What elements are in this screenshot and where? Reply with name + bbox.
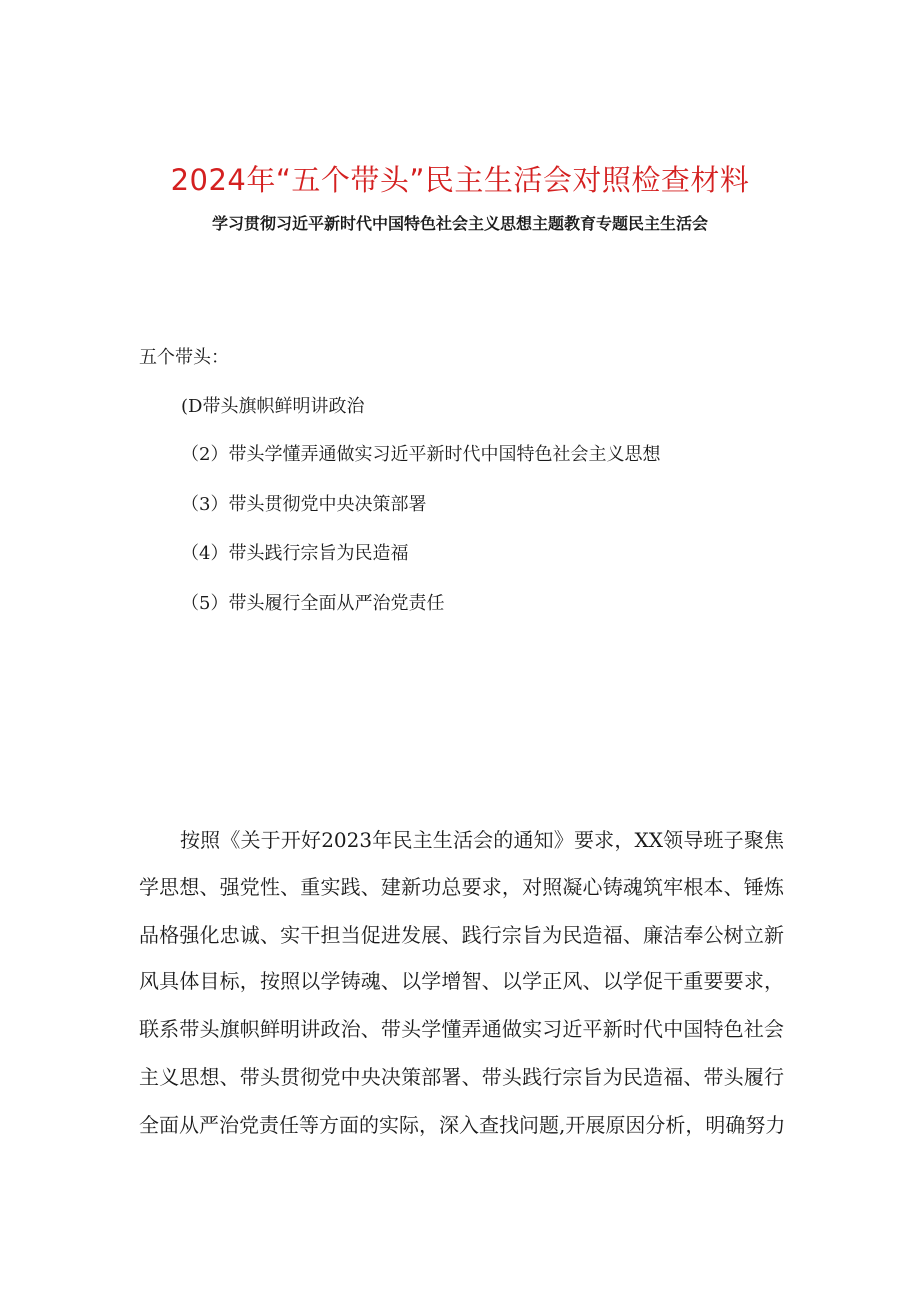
body-text-line: 主义思想、带头贯彻党中央决策部署、带头践行宗旨为民造福、带头履行 (139, 1065, 784, 1089)
document-title: 2024年“五个带头”民主生活会对照检查材料 (170, 163, 750, 197)
body-text-line: 联系带头旗帜鲜明讲政治、带头学懂弄通做实习近平新时代中国特色社会 (139, 1017, 784, 1041)
list-item: （3）带头贯彻党中央决策部署 (181, 494, 427, 515)
body-text-line: 按照《关于开好2023年民主生活会的通知》要求，XX领导班子聚焦 (180, 828, 784, 852)
body-text-line: 风具体目标，按照以学铸魂、以学增智、以学正风、以学促干重要要求， (139, 969, 784, 993)
list-item: (D带头旗帜鲜明讲政治 (181, 396, 365, 417)
list-item: （2）带头学懂弄通做实习近平新时代中国特色社会主义思想 (181, 444, 661, 465)
document-subtitle: 学习贯彻习近平新时代中国特色社会主义思想主题教育专题民主生活会 (211, 214, 708, 233)
body-text-line: 品格强化忠诚、实干担当促进发展、践行宗旨为民造福、廉洁奉公树立新 (139, 923, 784, 947)
body-text-line: 学思想、强党性、重实践、建新功总要求，对照凝心铸魂筑牢根本、锤炼 (139, 875, 784, 899)
list-item: （5）带头履行全面从严治党责任 (181, 593, 445, 614)
body-text-line: 全面从严治党责任等方面的实际，深入查找问题,开展原因分析，明确努力 (139, 1113, 786, 1137)
list-item: （4）带头践行宗旨为民造福 (181, 543, 409, 564)
section-label: 五个带头： (139, 347, 229, 368)
